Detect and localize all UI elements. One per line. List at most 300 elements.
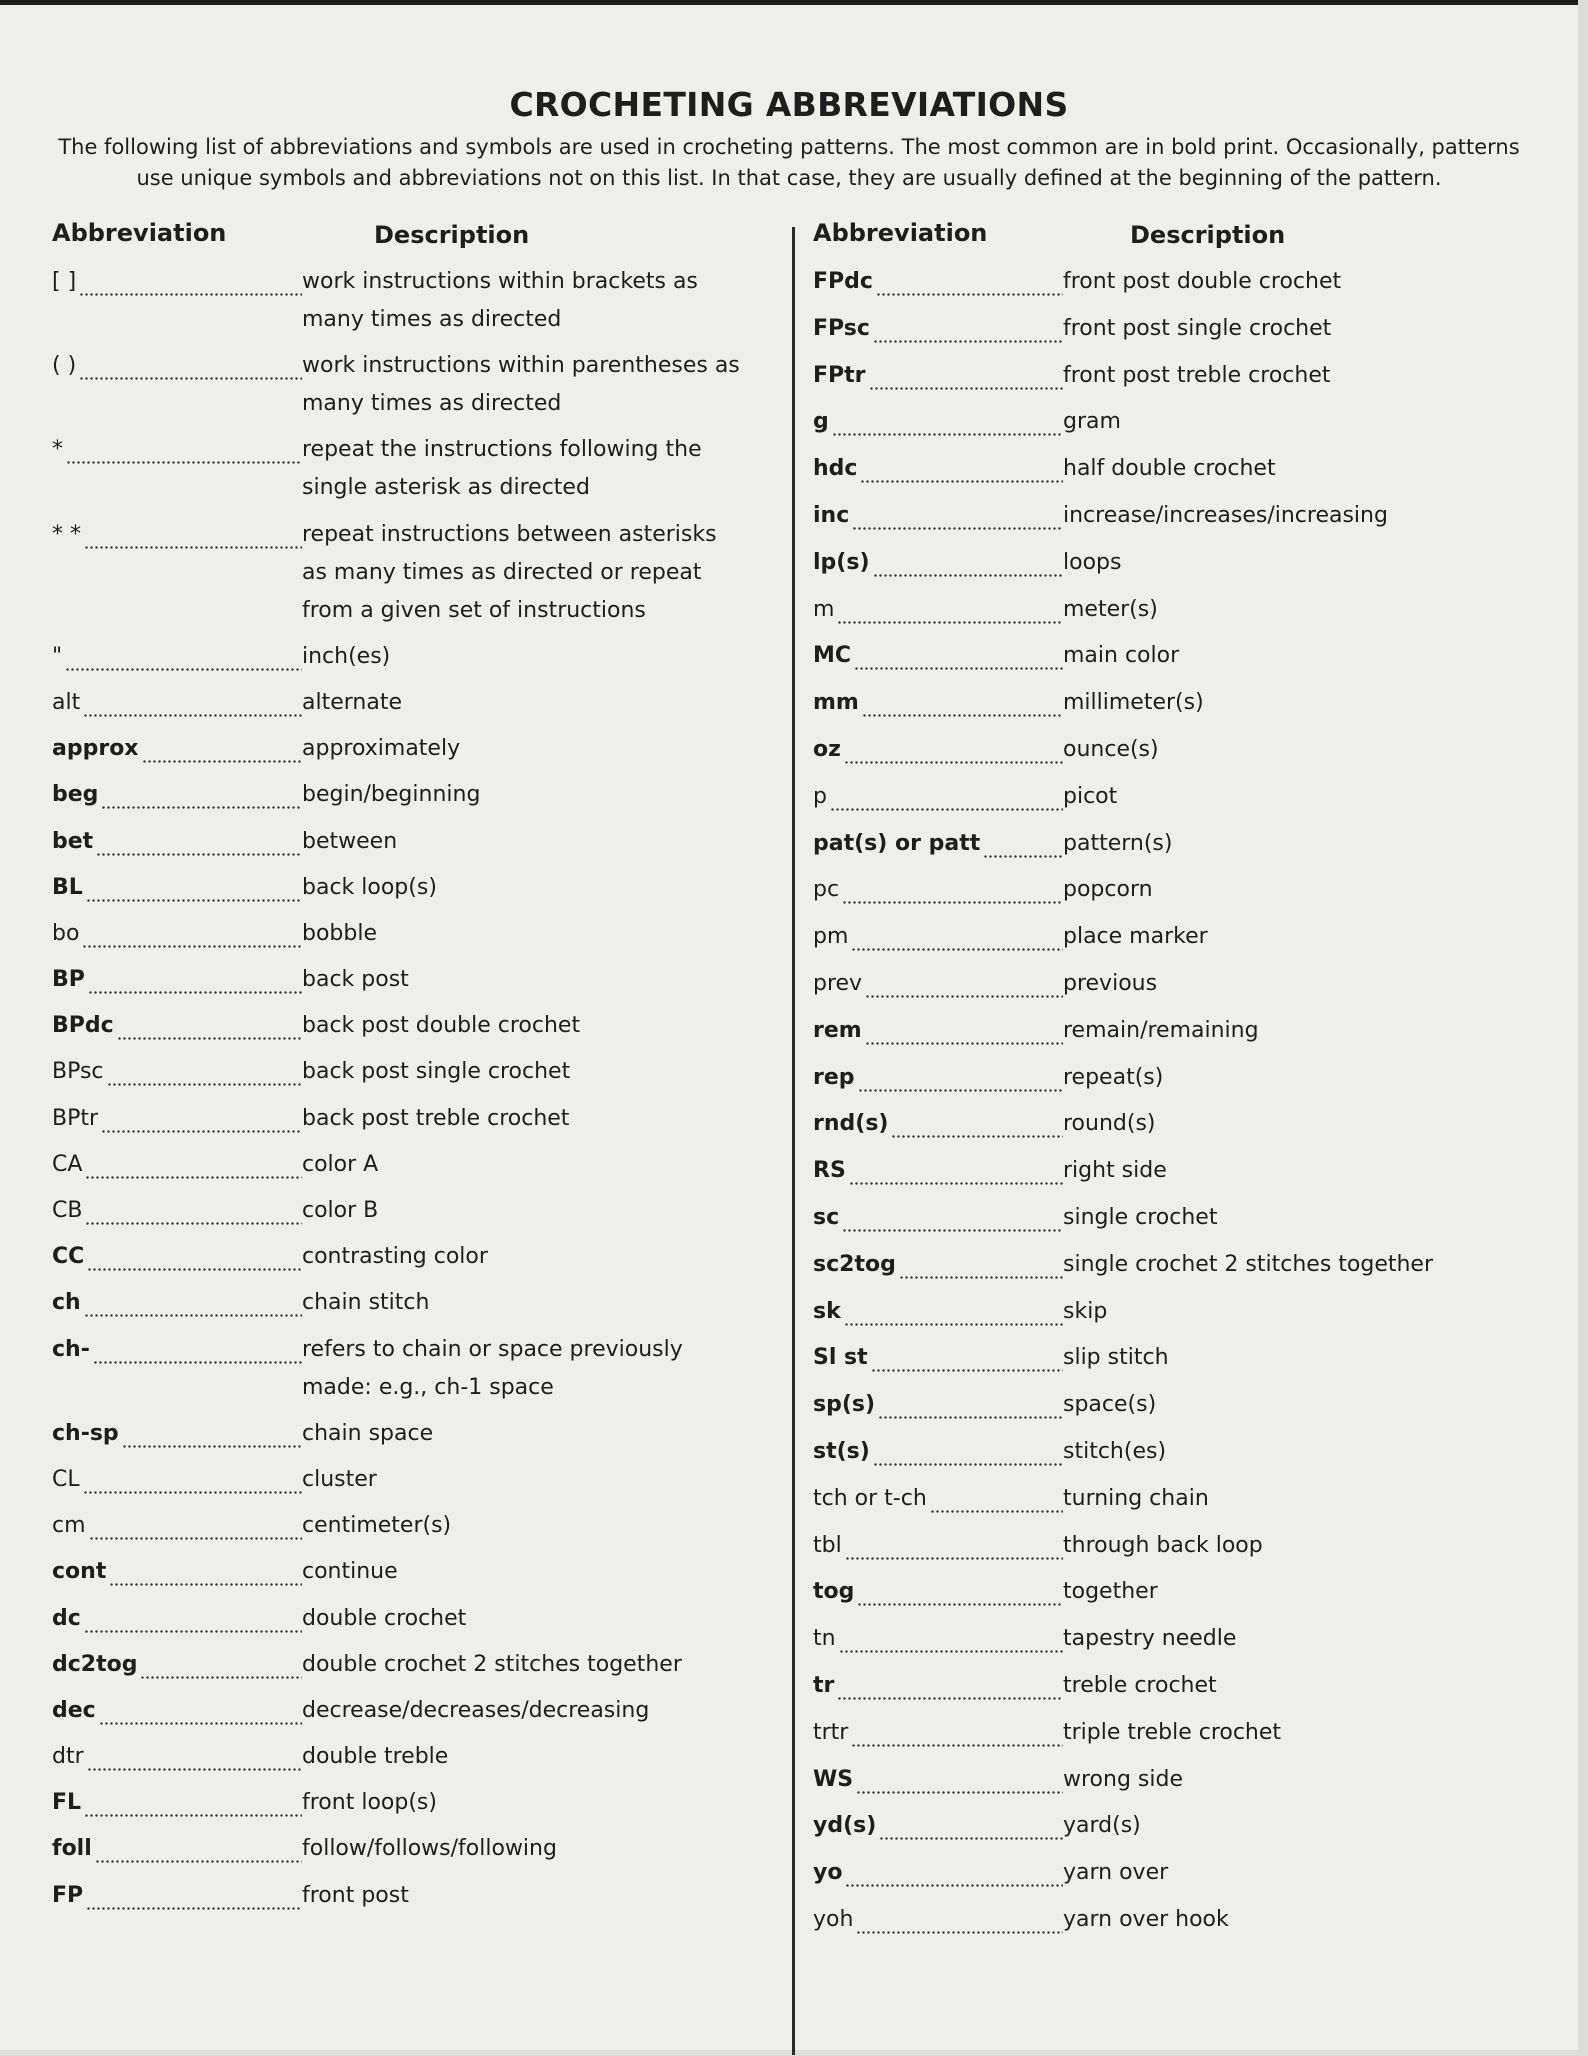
abbreviation-row <box>813 263 1533 301</box>
abbreviation-leader <box>813 1573 1063 1611</box>
dot-leader <box>140 1646 302 1684</box>
abbreviation-leader <box>52 1146 302 1184</box>
abbreviation-description: chain stitch <box>302 1290 430 1316</box>
abbreviation-row <box>813 310 1533 348</box>
abbreviation-term: beg <box>52 782 99 808</box>
abbreviation-leader <box>52 516 302 554</box>
abbreviation-row <box>813 1480 1533 1518</box>
abbreviation-row <box>813 1620 1533 1658</box>
abbreviation-description: skip <box>1063 1298 1108 1324</box>
abbreviation-description: repeat the instructions following the single asterisk as directed <box>302 437 702 501</box>
abbreviation-leader <box>52 1238 302 1276</box>
abbreviation-row <box>52 1146 752 1184</box>
abbreviation-row <box>52 1738 752 1776</box>
dot-leader <box>873 544 1064 582</box>
abbreviation-leader <box>52 1053 302 1091</box>
dot-leader <box>84 1784 302 1822</box>
description-header: Description <box>374 221 530 249</box>
dot-leader <box>86 1877 302 1915</box>
abbreviation-leader <box>52 915 302 953</box>
dot-leader <box>851 918 1063 956</box>
column-divider <box>792 227 795 2055</box>
dot-leader <box>117 1007 302 1045</box>
dot-leader <box>96 823 302 861</box>
abbreviation-leader <box>52 1692 302 1730</box>
abbreviation-row <box>813 1059 1533 1097</box>
abbreviation-term: RS <box>813 1158 846 1184</box>
abbreviation-description: turning chain <box>1063 1485 1209 1511</box>
abbreviation-description: main color <box>1063 643 1180 669</box>
dot-leader <box>844 731 1063 769</box>
description-header: Description <box>1130 221 1286 249</box>
abbreviation-description: yard(s) <box>1063 1813 1141 1839</box>
abbreviation-description: triple treble crochet <box>1063 1719 1282 1745</box>
dot-leader <box>142 730 303 768</box>
abbreviation-leader <box>52 1461 302 1499</box>
abbreviation-row <box>52 1877 752 1915</box>
abbreviation-row <box>52 1007 752 1045</box>
abbreviation-description: approximately <box>302 736 461 762</box>
abbreviation-term: " <box>52 643 63 669</box>
abbreviation-row <box>52 1784 752 1822</box>
abbreviation-leader <box>52 1553 302 1591</box>
abbreviation-row <box>813 1012 1533 1050</box>
dot-leader <box>842 1199 1063 1237</box>
abbreviation-row <box>813 1527 1533 1565</box>
abbreviation-row <box>813 1854 1533 1892</box>
abbreviation-term: dtr <box>52 1744 84 1770</box>
abbreviation-row <box>52 1192 752 1230</box>
abbreviation-description: inch(es) <box>302 643 391 669</box>
abbreviation-row <box>813 871 1533 909</box>
abbreviation-description: single crochet <box>1063 1204 1218 1230</box>
dot-leader <box>891 1105 1063 1143</box>
dot-leader <box>858 1059 1063 1097</box>
abbreviation-term: ch- <box>52 1336 90 1362</box>
abbreviation-leader <box>813 1480 1063 1518</box>
abbreviation-leader <box>52 1600 302 1638</box>
abbreviation-term: lp(s) <box>813 549 870 575</box>
abbreviation-leader <box>52 638 302 676</box>
abbreviation-description: front post double crochet <box>1063 269 1342 294</box>
abbreviation-term: WS <box>813 1766 854 1792</box>
abbreviation-row <box>52 1646 752 1684</box>
abbreviation-leader <box>813 1339 1063 1377</box>
dot-leader <box>854 637 1063 675</box>
abbreviation-term: FP <box>52 1882 84 1908</box>
dot-leader <box>79 263 302 301</box>
abbreviation-leader <box>813 1199 1063 1237</box>
dot-leader <box>122 1415 302 1453</box>
abbreviation-row <box>52 684 752 722</box>
dot-leader <box>84 1284 302 1322</box>
abbreviation-leader <box>813 1433 1063 1471</box>
abbreviation-description: single crochet 2 stitches together <box>1063 1251 1434 1277</box>
abbreviation-leader <box>813 778 1063 816</box>
abbreviation-leader <box>52 1738 302 1776</box>
abbreviation-term: sp(s) <box>813 1392 876 1418</box>
page-title: CROCHETING ABBREVIATIONS <box>509 85 1069 124</box>
dot-leader <box>873 310 1063 348</box>
dot-leader <box>839 1620 1063 1658</box>
abbreviation-row <box>52 915 752 953</box>
abbreviation-row <box>52 1830 752 1868</box>
abbreviation-header: Abbreviation <box>813 219 988 247</box>
dot-leader <box>851 1714 1063 1752</box>
abbreviation-row <box>813 1152 1533 1190</box>
abbreviation-description: color B <box>302 1198 379 1223</box>
abbreviation-leader <box>813 1012 1063 1050</box>
abbreviation-description: color A <box>302 1151 379 1177</box>
abbreviation-term: cont <box>52 1559 107 1585</box>
abbreviation-description: refers to chain or space previously made: e.g., ch-1 space <box>302 1336 683 1400</box>
abbreviation-term: st(s) <box>813 1438 870 1464</box>
abbreviation-term: Sl st <box>813 1345 868 1371</box>
abbreviation-leader <box>813 1386 1063 1424</box>
abbreviation-leader <box>813 1761 1063 1799</box>
abbreviation-description: double crochet 2 stitches together <box>302 1651 682 1677</box>
abbreviation-description: begin/beginning <box>302 782 481 808</box>
abbreviation-row <box>52 1331 752 1407</box>
abbreviation-term: BPtr <box>52 1105 99 1131</box>
abbreviation-term: pm <box>813 924 849 950</box>
abbreviation-term: dc <box>52 1605 81 1631</box>
abbreviation-description: work instructions within parentheses as many times as directed <box>302 353 740 417</box>
abbreviation-leader <box>813 1059 1063 1097</box>
dot-leader <box>101 1100 302 1138</box>
abbreviation-leader <box>813 684 1063 722</box>
abbreviation-leader <box>52 431 302 469</box>
abbreviation-term: approx <box>52 736 139 762</box>
abbreviation-description: wrong side <box>1063 1766 1183 1792</box>
abbreviation-term: bo <box>52 920 80 946</box>
dot-leader <box>844 1293 1063 1331</box>
dot-leader <box>99 1692 302 1730</box>
abbreviation-term: FPsc <box>813 315 870 341</box>
abbreviation-row <box>813 357 1533 395</box>
abbreviation-leader <box>52 1830 302 1868</box>
abbreviation-row <box>52 1415 752 1453</box>
dot-leader <box>876 263 1063 301</box>
abbreviation-row <box>52 1600 752 1638</box>
abbreviation-term: CB <box>52 1198 83 1223</box>
dot-leader <box>83 1461 302 1499</box>
abbreviation-description: gram <box>1063 409 1121 435</box>
dot-leader <box>109 1553 302 1591</box>
abbreviation-leader <box>52 263 302 301</box>
dot-leader <box>873 1433 1063 1471</box>
abbreviation-leader <box>813 1807 1063 1845</box>
abbreviation-description: alternate <box>302 689 402 715</box>
dot-leader <box>849 1152 1063 1190</box>
abbreviation-description: cluster <box>302 1466 377 1492</box>
abbreviation-term: pc <box>813 877 840 903</box>
abbreviation-term: rem <box>813 1017 862 1043</box>
dot-leader <box>101 776 302 814</box>
abbreviation-leader <box>52 347 302 385</box>
abbreviation-term: p <box>813 783 827 809</box>
abbreviation-row <box>813 1573 1533 1611</box>
abbreviation-leader <box>52 823 302 861</box>
dot-leader <box>871 1339 1063 1377</box>
abbreviation-term: BL <box>52 874 83 900</box>
abbreviation-term: CA <box>52 1151 83 1177</box>
abbreviation-leader <box>813 918 1063 956</box>
abbreviation-row <box>813 1199 1533 1237</box>
abbreviation-term: CC <box>52 1244 85 1270</box>
abbreviation-row <box>813 1807 1533 1845</box>
abbreviation-term: sk <box>813 1298 841 1324</box>
abbreviation-description: bobble <box>302 920 378 946</box>
dot-leader <box>869 357 1063 395</box>
abbreviation-row <box>813 1386 1533 1424</box>
abbreviation-term: FL <box>52 1790 82 1816</box>
abbreviation-leader <box>52 1415 302 1453</box>
abbreviation-term: yo <box>813 1860 843 1886</box>
abbreviation-term: prev <box>813 970 863 996</box>
abbreviation-description: centimeter(s) <box>302 1513 452 1539</box>
abbreviation-term: dec <box>52 1697 96 1723</box>
dot-leader <box>65 638 302 676</box>
dot-leader <box>86 869 302 907</box>
abbreviation-leader <box>813 591 1063 629</box>
abbreviation-leader <box>52 1284 302 1322</box>
abbreviation-leader <box>813 1667 1063 1705</box>
abbreviation-row <box>813 1761 1533 1799</box>
abbreviation-description: half double crochet <box>1063 456 1276 482</box>
abbreviation-description: increase/increases/increasing <box>1063 502 1388 528</box>
abbreviation-description: front loop(s) <box>302 1790 437 1816</box>
abbreviation-leader <box>52 1507 302 1545</box>
abbreviation-description: millimeter(s) <box>1063 690 1204 716</box>
abbreviation-leader <box>52 869 302 907</box>
abbreviation-description: contrasting color <box>302 1244 488 1270</box>
right-column <box>813 217 1533 1948</box>
abbreviation-term: * <box>52 437 63 463</box>
abbreviation-row <box>813 1433 1533 1471</box>
abbreviation-description: follow/follows/following <box>302 1836 557 1862</box>
abbreviation-term: foll <box>52 1836 92 1862</box>
abbreviation-term: sc2tog <box>813 1251 896 1277</box>
abbreviation-term: MC <box>813 643 852 669</box>
abbreviation-row <box>813 1339 1533 1377</box>
abbreviation-description: yarn over hook <box>1063 1906 1229 1932</box>
abbreviation-row <box>52 1100 752 1138</box>
dot-leader <box>862 684 1063 722</box>
abbreviation-term: yoh <box>813 1906 854 1932</box>
dot-leader <box>85 1146 302 1184</box>
abbreviation-row <box>52 263 752 339</box>
abbreviation-term: FPdc <box>813 269 873 294</box>
abbreviation-leader <box>52 1877 302 1915</box>
abbreviation-description: slip stitch <box>1063 1345 1169 1371</box>
abbreviation-term: dc2tog <box>52 1651 138 1677</box>
abbreviation-description: back post single crochet <box>302 1059 571 1085</box>
abbreviation-leader <box>52 1100 302 1138</box>
abbreviation-term: BPsc <box>52 1059 104 1085</box>
abbreviation-leader <box>52 730 302 768</box>
abbreviation-term: BP <box>52 967 85 993</box>
abbreviation-row <box>813 965 1533 1003</box>
abbreviation-row <box>52 823 752 861</box>
left-column <box>52 217 752 1923</box>
abbreviation-description: space(s) <box>1063 1392 1157 1418</box>
abbreviation-term: pat(s) or patt <box>813 830 981 856</box>
abbreviation-term: tog <box>813 1579 855 1605</box>
dot-leader <box>899 1246 1063 1284</box>
right-abbreviation-list <box>813 263 1533 1939</box>
abbreviation-term: tr <box>813 1672 835 1698</box>
abbreviation-leader <box>813 1854 1063 1892</box>
dot-leader <box>842 871 1063 909</box>
dot-leader <box>82 915 302 953</box>
abbreviation-leader <box>52 1331 302 1369</box>
dot-leader <box>837 591 1063 629</box>
abbreviation-description: chain space <box>302 1420 434 1446</box>
abbreviation-term: tch or t-ch <box>813 1485 927 1511</box>
abbreviation-row <box>813 1105 1533 1143</box>
abbreviation-term: bet <box>52 828 94 854</box>
dot-leader <box>879 1807 1063 1845</box>
dot-leader <box>860 450 1063 488</box>
abbreviation-term: oz <box>813 736 841 762</box>
abbreviation-description: tapestry needle <box>1063 1626 1237 1652</box>
abbreviation-term: mm <box>813 690 859 716</box>
abbreviation-description: back post <box>302 967 409 993</box>
abbreviation-row <box>52 1053 752 1091</box>
abbreviation-description: remain/remaining <box>1063 1017 1259 1043</box>
abbreviation-term: tn <box>813 1626 836 1652</box>
abbreviation-description: treble crochet <box>1063 1672 1217 1698</box>
abbreviation-leader <box>813 1246 1063 1284</box>
abbreviation-leader <box>813 965 1063 1003</box>
abbreviation-leader <box>813 263 1063 301</box>
abbreviation-row <box>52 1692 752 1730</box>
abbreviation-row <box>813 684 1533 722</box>
abbreviation-row <box>813 497 1533 535</box>
abbreviation-row <box>52 1284 752 1322</box>
abbreviation-row <box>52 1461 752 1499</box>
dot-leader <box>85 1192 302 1230</box>
abbreviation-term: m <box>813 596 835 622</box>
abbreviation-row <box>813 637 1533 675</box>
abbreviation-row <box>52 1238 752 1276</box>
abbreviation-description: repeat instructions between asterisks as many times as directed or repeat from a given set of instructions <box>302 521 717 623</box>
abbreviation-term: hdc <box>813 456 858 482</box>
abbreviation-term: inc <box>813 502 850 528</box>
abbreviation-row <box>813 778 1533 816</box>
abbreviation-term: FPtr <box>813 362 866 388</box>
dot-leader <box>845 1854 1063 1892</box>
abbreviation-leader <box>52 1192 302 1230</box>
right-column-header <box>813 217 1533 263</box>
dot-leader <box>865 1012 1063 1050</box>
abbreviation-term: ( ) <box>52 353 77 379</box>
abbreviation-leader <box>52 961 302 999</box>
dot-leader <box>66 431 302 469</box>
abbreviation-description: back post treble crochet <box>302 1105 570 1131</box>
dot-leader <box>87 1238 302 1276</box>
abbreviation-row <box>52 347 752 423</box>
dot-leader <box>84 516 302 554</box>
abbreviation-description: repeat(s) <box>1063 1064 1164 1090</box>
dot-leader <box>865 965 1063 1003</box>
abbreviation-leader <box>813 403 1063 441</box>
abbreviation-leader <box>813 637 1063 675</box>
abbreviation-leader <box>813 1901 1063 1939</box>
dot-leader <box>856 1901 1063 1939</box>
abbreviation-row <box>52 1507 752 1545</box>
abbreviation-leader <box>52 684 302 722</box>
dot-leader <box>852 497 1063 535</box>
abbreviation-leader <box>813 1152 1063 1190</box>
abbreviation-leader <box>813 1293 1063 1331</box>
abbreviation-leader <box>813 1105 1063 1143</box>
abbreviation-description: place marker <box>1063 924 1208 950</box>
abbreviation-description: picot <box>1063 783 1118 809</box>
abbreviation-description: right side <box>1063 1158 1167 1184</box>
abbreviation-row <box>52 516 752 630</box>
abbreviation-description: front post <box>302 1882 409 1908</box>
abbreviation-description: front post single crochet <box>1063 315 1332 341</box>
abbreviation-leader <box>813 497 1063 535</box>
dot-leader <box>83 684 302 722</box>
abbreviation-term: yd(s) <box>813 1813 877 1839</box>
abbreviation-term: ch-sp <box>52 1420 119 1446</box>
dot-leader <box>79 347 302 385</box>
abbreviation-leader <box>813 1620 1063 1658</box>
abbreviation-term: CL <box>52 1466 80 1492</box>
abbreviation-description: decrease/decreases/decreasing <box>302 1697 650 1723</box>
abbreviation-row <box>52 776 752 814</box>
abbreviation-row <box>813 731 1533 769</box>
abbreviation-leader <box>813 1527 1063 1565</box>
left-abbreviation-list <box>52 263 752 1915</box>
abbreviation-term: ch <box>52 1290 81 1316</box>
abbreviation-description: round(s) <box>1063 1111 1156 1137</box>
abbreviation-row <box>52 730 752 768</box>
dot-leader <box>845 1527 1063 1565</box>
abbreviation-description: together <box>1063 1579 1158 1605</box>
dot-leader <box>93 1331 302 1369</box>
abbreviation-leader <box>813 544 1063 582</box>
abbreviation-leader <box>813 731 1063 769</box>
abbreviation-row <box>813 403 1533 441</box>
dot-leader <box>89 1507 302 1545</box>
abbreviation-leader <box>52 1646 302 1684</box>
abbreviation-leader <box>813 310 1063 348</box>
abbreviation-term: alt <box>52 689 81 715</box>
dot-leader <box>837 1667 1063 1705</box>
abbreviation-row <box>52 961 752 999</box>
abbreviation-row <box>813 544 1533 582</box>
abbreviation-description: back post double crochet <box>302 1013 581 1039</box>
abbreviation-description: meter(s) <box>1063 596 1158 622</box>
dot-leader <box>95 1830 302 1868</box>
abbreviation-row <box>813 918 1533 956</box>
dot-leader <box>856 1761 1063 1799</box>
abbreviation-term: sc <box>813 1204 840 1230</box>
dot-leader <box>878 1386 1063 1424</box>
abbreviation-leader <box>52 1784 302 1822</box>
abbreviation-header: Abbreviation <box>52 219 227 247</box>
abbreviation-term: [ ] <box>52 269 77 294</box>
abbreviation-row <box>52 431 752 507</box>
abbreviation-leader <box>52 1007 302 1045</box>
abbreviation-description: work instructions within brackets as many times as directed <box>302 269 698 332</box>
abbreviation-leader <box>813 825 1063 863</box>
abbreviation-description: double treble <box>302 1744 449 1770</box>
